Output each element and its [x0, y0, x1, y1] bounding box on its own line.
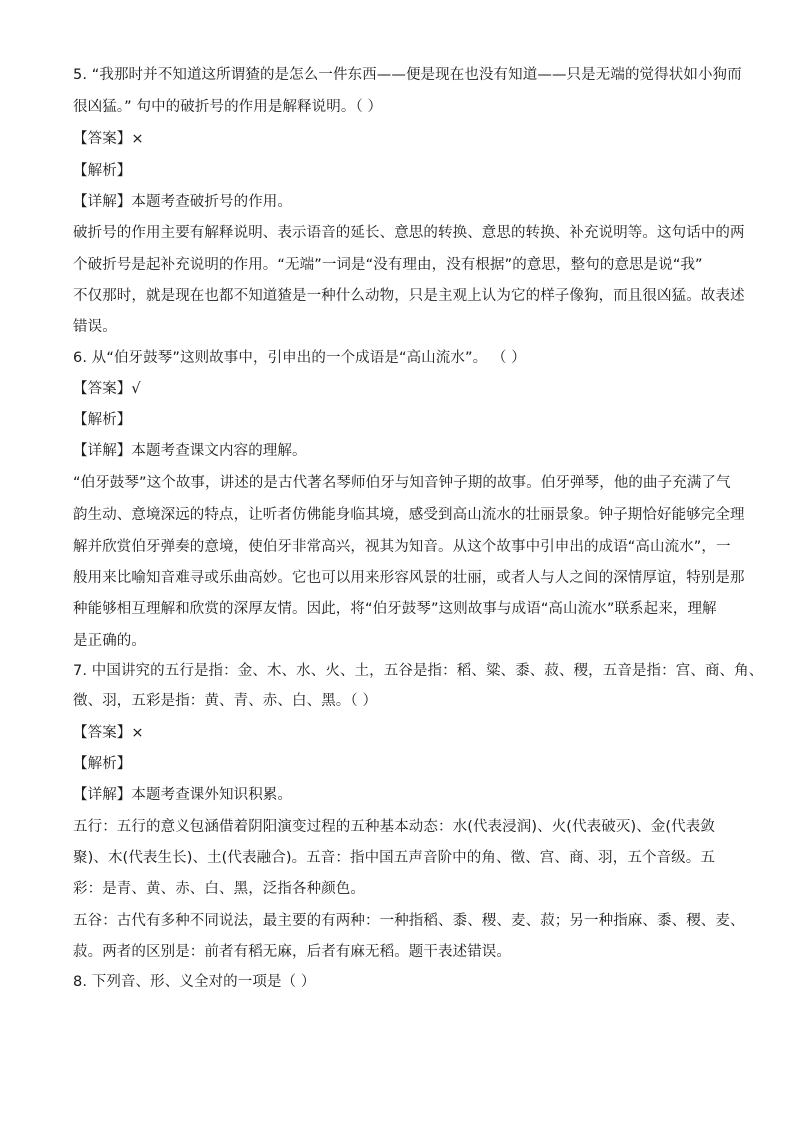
q6-explanation-line: “伯牙鼓琴”这个故事，讲述的是古代著名琴师伯牙与知音钟子期的故事。伯牙弹琴，他的曲子充满了气: [73, 475, 731, 491]
q6-explanation-line: 是正确的。: [73, 633, 146, 649]
q7-explanation-line: 菽。两者的区别是：前者有稻无麻，后者有麻无稻。题干表述错误。: [73, 944, 511, 960]
q7-explanation-line: 五谷：古代有多种不同说法，最主要的有两种：一种指稻、黍、稷、麦、菽；另一种指麻、黍、稷、麦、: [73, 913, 745, 929]
q5-explanation-line: 不仅那时，就是现在也都不知道猹是一种什么动物，只是主观上认为它的样子像狗，而且很凶猛。故表述: [73, 288, 745, 304]
q7-explanation-line: 五行：五行的意义包涵借着阴阳演变过程的五种基本动态：水(代表浸润)、火(代表破灭)、金(代表敛: [73, 819, 715, 835]
q5-answer: 【答案】×: [73, 131, 144, 147]
q6-explanation-line: 种能够相互理解和欣赏的深厚友情。因此，将“伯牙鼓琴”这则故事与成语“高山流水”联系起来，理解: [73, 601, 717, 617]
q7-stem-line-1: 7. 中国讲究的五行是指：金、木、水、火、土，五谷是指：稻、粱、黍、菽、稷，五音是指：宫、商、角、: [73, 663, 764, 679]
q7-detail: 【详解】本题考查课外知识积累。: [73, 787, 292, 803]
q6-answer: 【答案】√: [73, 381, 141, 397]
q7-stem-line-2: 徵、羽，五彩是指：黄、青、赤、白、黑。（ ）: [73, 693, 378, 709]
q7-analysis-label: 【解析】: [73, 756, 132, 772]
q7-explanation-line: 聚)、木(代表生长)、土(代表融合)。五音：指中国五声音阶中的角、徵、宫、商、羽，五个音级。五: [73, 850, 715, 866]
q5-stem-line-2: 很凶猛。” 句中的破折号的作用是解释说明。（ ）: [73, 99, 383, 115]
q7-answer: 【答案】×: [73, 725, 144, 741]
q6-explanation-line: 韵生动、意境深远的特点，让听者仿佛能身临其境，感受到高山流水的壮丽景象。钟子期恰好能够完全理: [73, 507, 745, 523]
q6-stem-line-1: 6. 从“伯牙鼓琴”这则故事中，引申出的一个成语是“高山流水”。 （ ）: [73, 350, 526, 366]
q6-explanation-line: 般用来比喻知音难寻或乐曲高妙。它也可以用来形容风景的壮丽，或者人与人之间的深情厚谊，特别是那: [73, 570, 745, 586]
q5-analysis-label: 【解析】: [73, 163, 132, 179]
q5-stem-line-1: 5. “我那时并不知道这所谓猹的是怎么一件东西——便是现在也没有知道——只是无端的觉得状如小狗而: [73, 67, 742, 83]
q5-explanation-line: 破折号的作用主要有解释说明、表示语音的延长、意思的转换、意思的转换、补充说明等。这句话中的两: [73, 225, 745, 241]
q6-detail: 【详解】本题考查课文内容的理解。: [73, 443, 307, 459]
q5-explanation-line: 个破折号是起补充说明的作用。“无端”一词是“没有理由，没有根据”的意思，整句的意思是说“我”: [73, 257, 703, 273]
q7-explanation-line: 彩：是青、黄、赤、白、黑，泛指各种颜色。: [73, 881, 365, 897]
q5-detail: 【详解】本题考查破折号的作用。: [73, 194, 292, 210]
q6-analysis-label: 【解析】: [73, 412, 132, 428]
q6-explanation-line: 解并欣赏伯牙弹奏的意境，使伯牙非常高兴，视其为知音。从这个故事中引申出的成语“高山流水”，一: [73, 539, 731, 555]
q8-stem-line-1: 8. 下列音、形、义全对的一项是（ ）: [73, 974, 316, 990]
q5-explanation-line: 错误。: [73, 319, 117, 335]
